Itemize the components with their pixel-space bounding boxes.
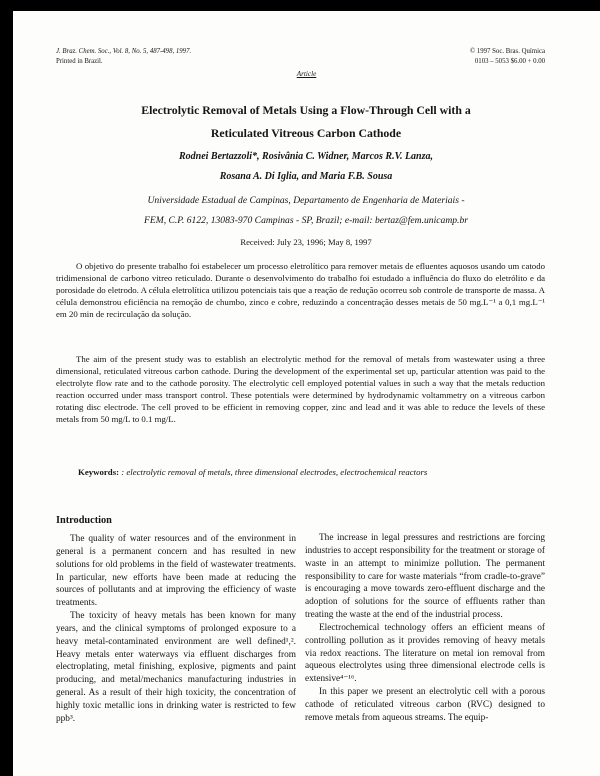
keywords-label: Keywords:: [78, 467, 120, 477]
journal-header-right: [470, 47, 545, 67]
affiliation-line1: Universidade Estadual de Campinas, Departamento de Engenharia de Materiais -: [147, 195, 465, 206]
journal-citation: J. Braz. Chem. Soc., Vol. 8, No. 5, 487-498, 1997.: [56, 48, 192, 55]
authors-line1: Rodnei Bertazzoli*, Rosivânia C. Widner, Marcos R.V. Lanza,: [178, 151, 434, 162]
body-columns: [56, 515, 545, 726]
left-column: [56, 515, 296, 726]
intro-paragraph: The increase in legal pressures and restrictions are forcing industries to accept responsibility for the treatment or storage of waste in an attempt to minimize pollution. The permanent responsibility to care for waste materials “from cradle-to-grave” is encouraging a move towards zero-effluent discharge and the adoption of solutions for the source of effluents rather than treating the waste at the end of the industrial process.: [305, 533, 545, 621]
printed-in-brazil: Printed in Brazil.: [56, 58, 103, 65]
introduction-heading: Introduction: [56, 515, 112, 526]
abstract-portuguese: O objetivo do presente trabalho foi estabelecer um processo eletrolítico para remover metais de efluentes aquosos usando um catodo tridimensional de carbono vitreo reticulado. Durante o desenvolvimento do trabalho foi estudado a influência do fluxo do eletrólito e da porosidade do eletrodo. A célula eletrolítica utilizou potenciais tais que a reação de redução ocorreu sob controle de transporte de massa. A célula demonstrou eficiência na remoção de chumbo, zinco e cobre, reduzindo a concentração desses metais de 50 mg.L⁻¹ a 0,1 mg.L⁻¹ em 20 min de recirculação da solução.: [56, 261, 545, 320]
affiliation-line2: FEM, C.P. 6122, 13083-970 Campinas - SP, Brazil; e-mail: bertaz@fem.unicamp.br: [144, 214, 468, 226]
journal-header: [56, 47, 545, 67]
received-dates: Received: July 23, 1996; May 8, 1997: [240, 237, 372, 247]
paper-title-line1: Electrolytic Removal of Metals Using a Flow-Through Cell with a: [141, 103, 471, 117]
intro-paragraph: The toxicity of heavy metals has been known for many years, and the clinical symptoms of prolonged exposure to a heavy metal-contaminated environment are well defined¹,². Heavy metals enter waterways via effluent discharges from electroplating, metal finishing, explosive, pigments and paint producing, and metal/mechanics manufacturing industries in general. As a result of their high toxicity, the concentration of highly toxic metallic ions in drinking water is restricted to few ppb³.: [56, 611, 296, 724]
paper-title-line2: Reticulated Vitreous Carbon Cathode: [210, 126, 402, 140]
paper-title: [36, 99, 576, 145]
copyright-line: © 1997 Soc. Bras. Química: [469, 48, 545, 55]
keywords-text: : electrolytic removal of metals, three dimensional electrodes, electrochemical reactors: [119, 467, 428, 477]
keywords: [56, 466, 545, 478]
article-type-label: Article: [296, 70, 317, 78]
affiliation: [36, 191, 576, 230]
right-column: [305, 515, 545, 726]
abstract-english: The aim of the present study was to establish an electrolytic method for the removal of metals from wastewater using a three dimensional, reticulated vitreous carbon cathode. During the development of the experimental set up, particular attention was paid to the electrolyte flow rate and to the cathode porosity. The electrolytic cell employed potential values in such a way that the metals reduction reaction occurred under mass transport control. These potentials were determined by hydrodynamic voltammetry on a vitreous carbon rotating disc electrode. The cell proved to be efficient in removing copper, zinc and lead and it was able to reduce the levels of these metals from 50 mg/L to 0.1 mg/L.: [56, 354, 545, 425]
journal-header-left: [56, 47, 191, 67]
intro-paragraph: Electrochemical technology offers an efficient means of controlling pollution as it provides removing of heavy metals via redox reactions. The literature on metal ion removal from aqueous electrolytes using three dimensional electrode cells is extensive⁴⁻¹⁶.: [305, 622, 545, 685]
paper-page: [13, 11, 600, 776]
intro-paragraph: In this paper we present an electrolytic cell with a porous cathode of reticulated vitreous carbon (RVC) designed to remove metals from aqueous streams. The equip-: [305, 687, 545, 723]
authors: [36, 147, 576, 187]
authors-line2: Rosana A. Di Iglia, and Maria F.B. Sousa: [219, 171, 393, 182]
intro-paragraph: The quality of water resources and of the environment in general is a permanent concern and has resulted in new solutions for old problems in the field of wastewater treatments. In particular, new efforts have been made at reducing the sources of pollutants and at improving the efficiency of waste treatments.: [56, 534, 296, 609]
issn-price-line: 0103 – 5053 $6.00 + 0.00: [474, 58, 545, 65]
